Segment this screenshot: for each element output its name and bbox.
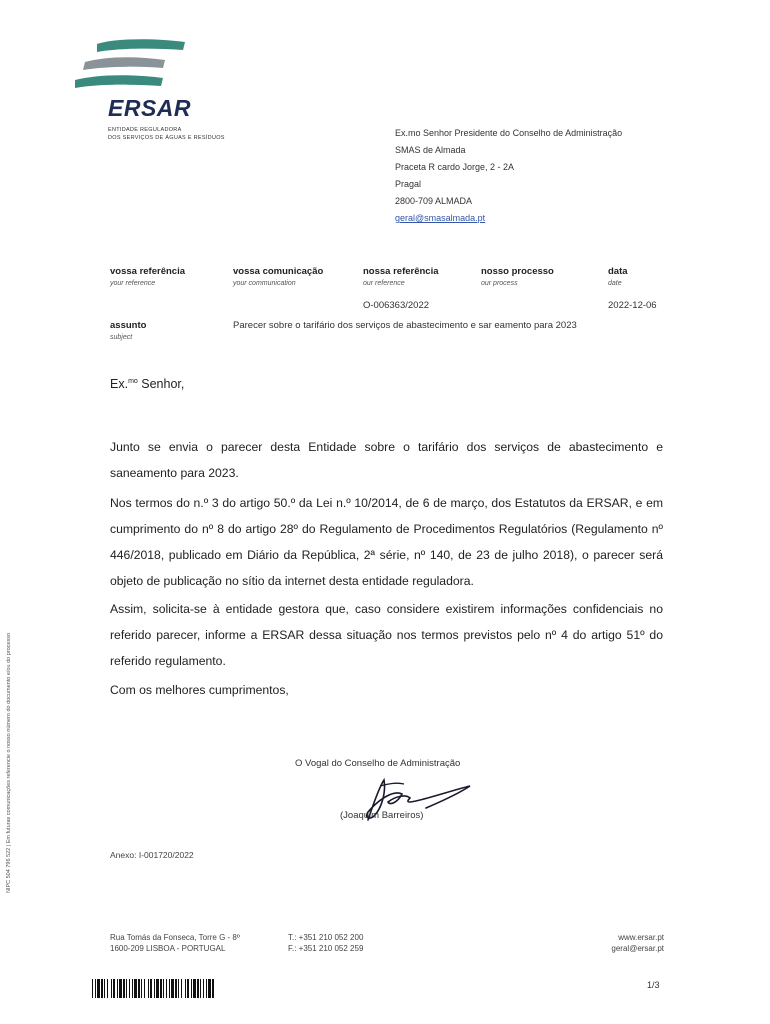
vossa-comunicacao-sub: your communication: [233, 280, 296, 287]
anexo-reference: Anexo: I-001720/2022: [110, 850, 194, 860]
signature-caption: O Vogal do Conselho de Administração: [295, 758, 461, 769]
footer-address-line1: Rua Tomás da Fonseca, Torre G - 8º: [110, 933, 240, 942]
vossa-referencia-sub: your reference: [110, 280, 156, 287]
logo-name: ERSAR: [108, 95, 192, 121]
logo-subtitle-line1: ENTIDADE REGULADORA: [108, 127, 182, 133]
barcode: [92, 979, 214, 998]
footer-fax: F.: +351 210 052 259: [288, 944, 364, 953]
assunto-sub: subject: [110, 334, 133, 341]
side-margin-note: [0, 598, 18, 928]
data-sub: date: [608, 280, 622, 287]
nosso-processo-sub: our process: [481, 280, 518, 287]
paragraph-3: Assim, solicita-se à entidade gestora que, caso considere existirem informações confidenciais no referido parecer, informe a ERSAR dessa situação nos termos previstos pelo nº 4 do artigo 51º do referido regulamento.: [110, 602, 663, 668]
recipient-line5: 2800-709 ALMADA: [395, 196, 473, 206]
closing: Com os melhores cumprimentos,: [110, 683, 289, 697]
data-label: data: [608, 266, 628, 277]
recipient-line1: Ex.mo Senhor Presidente do Conselho de Administração: [395, 128, 623, 138]
logo-subtitle-line2: DOS SERVIÇOS DE ÁGUAS E RESÍDUOS: [108, 135, 225, 141]
vossa-referencia-label: vossa referência: [110, 266, 185, 277]
page-number: 1/3: [647, 980, 660, 990]
recipient-line2: SMAS de Almada: [395, 145, 466, 155]
paragraph-2: Nos termos do n.º 3 do artigo 50.º da Lei n.º 10/2014, de 6 de março, dos Estatutos da ERSAR, e em cumprimento do nº 8 do artigo 28º do Regulamento de Procedimentos Regulatórios (Regulamento nº 446/2018, publicado em Diário da República, 2ª série, nº 140, de 23 de julho 2018), o parecer será objeto de publicação no sítio da internet desta entidade reguladora.: [110, 496, 663, 588]
signatory-name: (Joaquim Barreiros): [340, 810, 424, 821]
assunto-label: assunto: [110, 320, 147, 331]
paragraph-1: Junto se envia o parecer desta Entidade sobre o tarifário dos serviços de abastecimento e saneamento para 2023.: [110, 440, 663, 480]
nossa-referencia-value: O-006363/2022: [363, 300, 430, 311]
nosso-processo-label: nosso processo: [481, 266, 554, 277]
recipient-line3: Praceta R cardo Jorge, 2 - 2A: [395, 162, 515, 172]
vossa-comunicacao-label: vossa comunicação: [233, 266, 324, 277]
nossa-referencia-sub: our reference: [363, 280, 405, 287]
assunto-value: Parecer sobre o tarifário dos serviços de abastecimento e sar eamento para 2023: [233, 320, 577, 331]
footer-website-link[interactable]: www.ersar.pt: [618, 933, 664, 942]
data-value: 2022-12-06: [608, 300, 657, 311]
footer-contacts: [288, 932, 363, 954]
greeting: [110, 377, 184, 391]
footer-address: [110, 932, 240, 954]
footer-address-line2: 1600-209 LISBOA - PORTUGAL: [110, 944, 226, 953]
nossa-referencia-label: nossa referência: [363, 266, 439, 277]
side-margin-text: NIPC 504 796 522 | Em futuras comunicações referencie o nosso número do documento e/ou do processo: [6, 632, 12, 894]
greeting-suffix: Senhor,: [137, 377, 185, 391]
recipient-line4: Pragal: [395, 179, 422, 189]
footer-email-link[interactable]: geral@ersar.pt: [611, 944, 664, 953]
footer-phone: T.: +351 210 052 200: [288, 933, 364, 942]
greeting-sup: mo: [128, 377, 138, 385]
recipient-email-link[interactable]: geral@smasalmada.pt: [395, 213, 486, 223]
footer-web: [560, 932, 664, 954]
greeting-prefix: Ex.: [110, 377, 129, 391]
